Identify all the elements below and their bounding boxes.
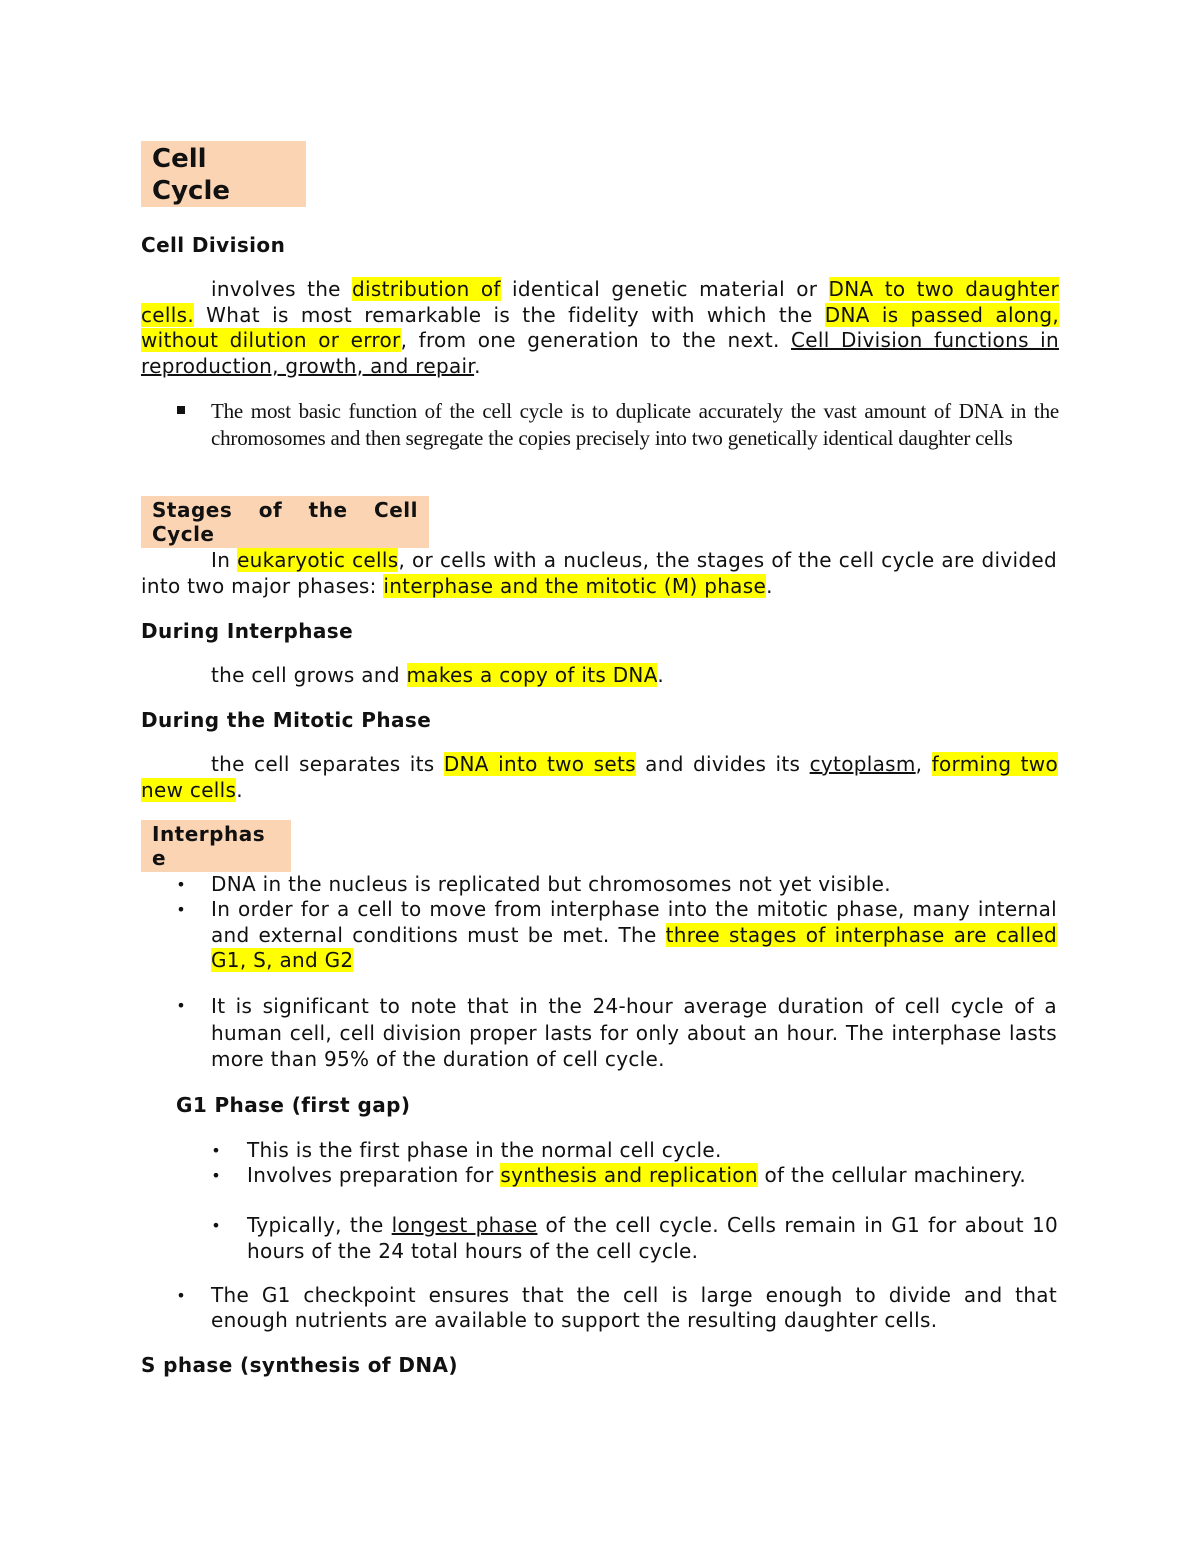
text: , [915, 752, 932, 776]
stages-line-1: Stages of the Cell [152, 498, 418, 522]
stages-box [141, 496, 429, 548]
highlight: eukaryotic cells [237, 548, 399, 572]
g1-bullet-3 [247, 1213, 1058, 1264]
stages-line-2: Cycle [152, 522, 215, 546]
interphase-bullet-2 [211, 897, 1057, 974]
s-phase-heading: S phase (synthesis of DNA) [141, 1353, 458, 1377]
bullet-icon: • [176, 1286, 186, 1305]
text: , or cells with a nucleus, the stages of the cell cycle are divided into two major phases: [141, 548, 1057, 598]
text: . [766, 573, 773, 598]
text: , from one generation to the next. [400, 328, 792, 352]
text: Involves preparation for [247, 1163, 501, 1187]
during-interphase-text [211, 663, 1057, 689]
interphase-line-2: e [152, 846, 167, 870]
text: . [474, 353, 481, 378]
bullet-icon: • [176, 875, 186, 894]
highlight: DNA into two sets [443, 752, 636, 776]
highlight: interphase and the mitotic (M) phase [383, 573, 767, 598]
highlight: three stages of interphase are called G1, S, and G2 [211, 922, 1057, 972]
during-mitotic-text [141, 752, 1058, 803]
text: involves the [211, 277, 353, 301]
title-line-2: Cycle [152, 176, 230, 206]
interphase-box [141, 820, 291, 872]
bullet-icon: • [211, 1216, 221, 1235]
g1-heading: G1 Phase (first gap) [176, 1093, 411, 1117]
highlight: DNA to two daughter cells. [141, 277, 1060, 327]
highlight: distribution of [352, 277, 501, 301]
bullet-icon: • [211, 1141, 221, 1160]
underlined-text: cytoplasm [809, 752, 916, 776]
text: Typically, the [247, 1213, 392, 1237]
during-interphase-heading: During Interphase [141, 619, 354, 643]
interphase-line-1: Interphas [152, 822, 266, 846]
cell-division-heading: Cell Division [141, 233, 286, 257]
bullet-icon: • [176, 900, 186, 919]
underlined-text: longest phase [391, 1213, 538, 1237]
g1-bullet-2 [247, 1163, 1058, 1188]
interphase-bullet-1: DNA in the nucleus is replicated but chromosomes not yet visible. [211, 872, 891, 896]
text: identical genetic material or [500, 277, 829, 301]
text: and divides its [635, 752, 810, 776]
text: the cell separates its [211, 752, 444, 776]
cell-cycle-function-bullet: The most basic function of the cell cycle is to duplicate accurately the vast amount of DNA in the chromosomes and then segregate the copies precisely into two genetically identical daughter cells [211, 399, 1059, 450]
g1-bullet-1: This is the first phase in the normal cell cycle. [247, 1138, 722, 1162]
text: of the cellular machinery. [757, 1163, 1027, 1187]
text: . [236, 777, 243, 802]
square-bullet-icon [177, 406, 185, 414]
text: In [211, 548, 238, 572]
text: In order for a cell to move from interphase into the mitotic phase, many internal and external conditions must be met. The [211, 897, 1057, 947]
highlight: synthesis and replication [500, 1163, 758, 1187]
during-mitotic-heading: During the Mitotic Phase [141, 708, 432, 732]
bullet-icon: • [176, 996, 186, 1015]
title-line-1: Cell [152, 144, 207, 174]
highlight: DNA is passed along, without dilution or error [141, 302, 1059, 352]
text: What is most remarkable is the fidelity with which the [194, 302, 825, 327]
underlined-text: Cell Division functions in reproduction, growth, and repair [141, 328, 1059, 378]
text: the cell grows and [211, 663, 407, 687]
title-box [141, 141, 306, 207]
bullet-icon: • [211, 1166, 221, 1185]
stages-paragraph [141, 548, 1057, 599]
text: . [657, 663, 664, 687]
highlight: makes a copy of its DNA [406, 663, 658, 687]
interphase-bullet-3: It is significant to note that in the 24-hour average duration of cell cycle of a human cell, cell division proper lasts for only about an hour. The interphase lasts more than 95% of the duration of cell cycle. [211, 994, 1057, 1071]
text: of the cell cycle. Cells remain in G1 for about 10 hours of the 24 total hours of the cell cycle. [247, 1213, 1058, 1263]
highlight: forming two new cells [141, 752, 1058, 802]
g1-bullet-4: The G1 checkpoint ensures that the cell is large enough to divide and that enough nutrients are available to support the resulting daughter cells. [211, 1283, 1057, 1332]
cell-division-paragraph [141, 277, 1059, 379]
